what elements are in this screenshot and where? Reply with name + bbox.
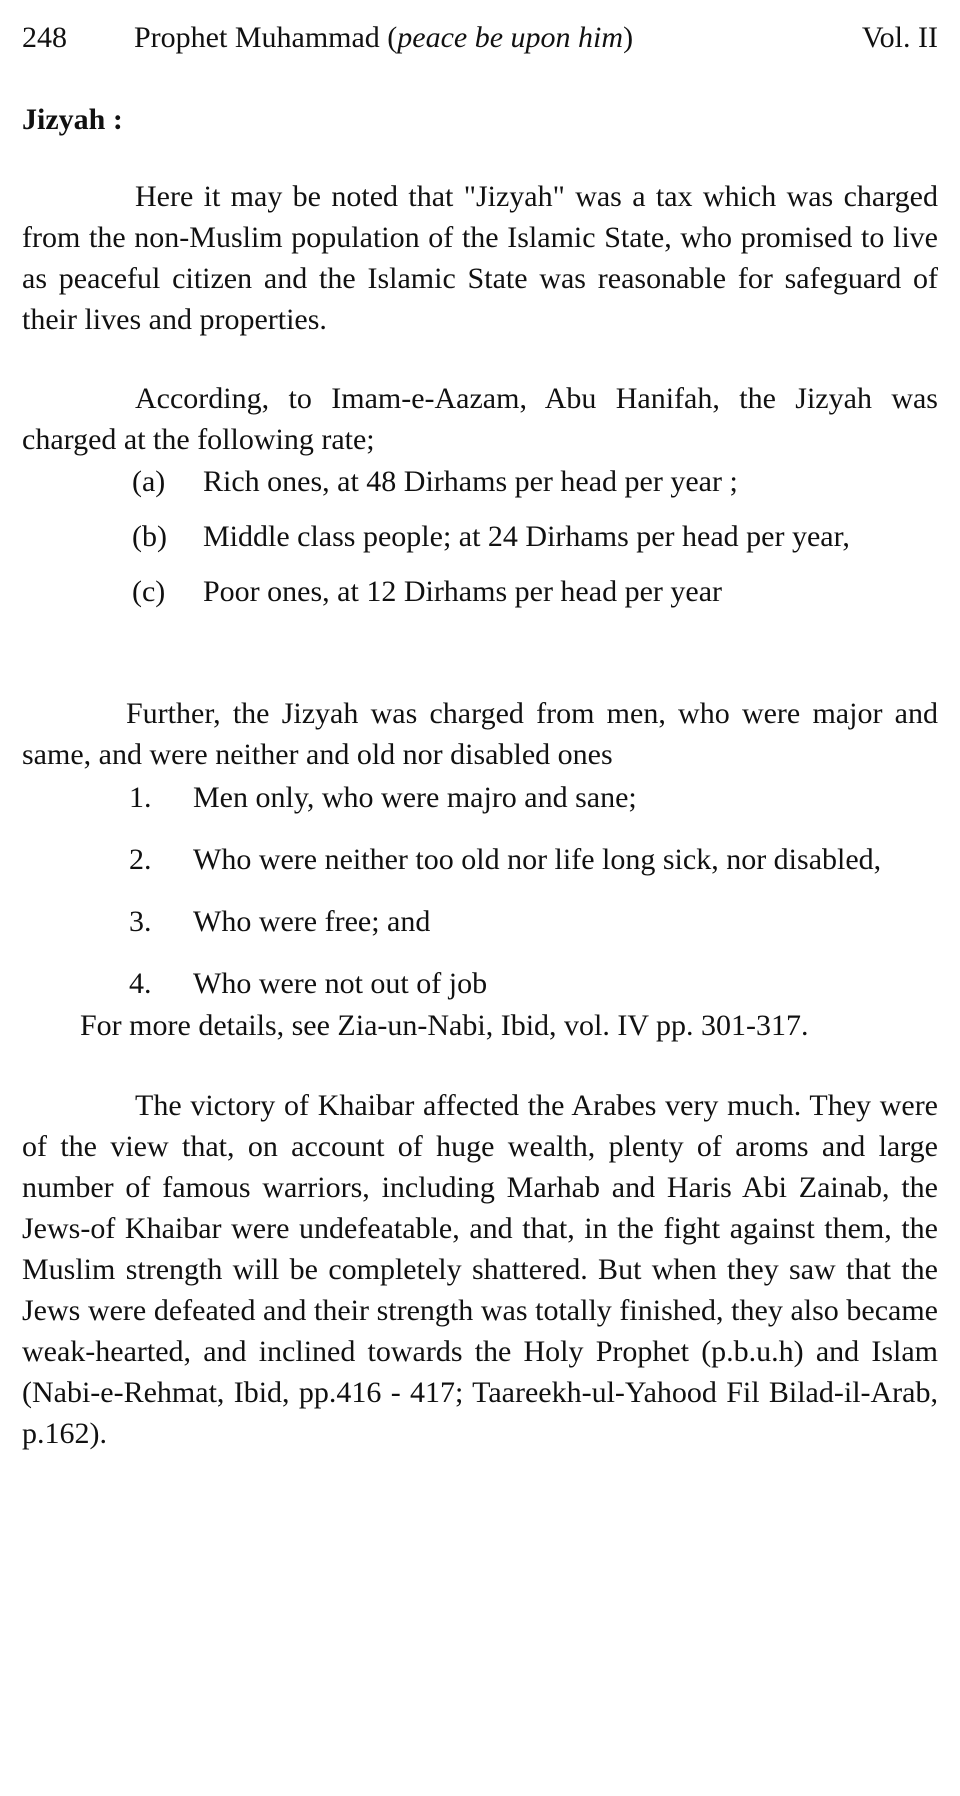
rate-text: Poor ones, at 12 Dirhams per head per year <box>203 575 722 608</box>
condition-text: Who were free; and <box>193 905 431 938</box>
rate-marker: (a) <box>132 465 166 498</box>
book-title <box>134 18 633 58</box>
rate-text: Rich ones, at 48 Dirhams per head per year ; <box>203 465 738 498</box>
running-head <box>22 18 938 58</box>
book-title-main: Prophet Muhammad ( <box>134 21 398 54</box>
rate-item <box>132 516 938 557</box>
condition-item <box>129 963 938 1004</box>
rate-item <box>132 461 938 502</box>
condition-marker: 4. <box>129 967 152 1000</box>
condition-text: Men only, who were majro and sane; <box>193 781 637 814</box>
intro-paragraph: Here it may be noted that "Jizyah" was a tax which was charged from the non-Muslim population of the Islamic State, who promised to live as peaceful citizen and the Islamic State was reasonable for safeguard of their lives and properties. <box>22 180 938 336</box>
condition-marker: 1. <box>129 781 152 814</box>
condition-item <box>129 901 938 942</box>
rate-list <box>132 461 938 626</box>
details-reference: For more details, see Zia-un-Nabi, Ibid, vol. IV pp. 301-317. <box>80 1009 809 1042</box>
khaibar-paragraph: The victory of Khaibar affected the Arabes very much. They were of the view that, on account of huge wealth, plenty of aroms and large number of famous warriors, including Marhab and Haris Abi Zainab, the Jews-of Khaibar were undefeatable, and that, in the fight against them, the Muslim strength will be completely shattered. But when they saw that the Jews were defeated and their strength was totally finished, they also became weak-hearted, and inclined towards the Holy Prophet (p.b.u.h) and Islam (Nabi-e-Rehmat, Ibid, pp.416 - 417; Taareekh-ul-Yahood Fil Bilad-il-Arab, p.162). <box>22 1089 938 1450</box>
section-heading: Jizyah : <box>22 103 123 136</box>
condition-marker: 3. <box>129 905 152 938</box>
book-title-honorific: peace be upon him <box>397 21 624 54</box>
rate-item <box>132 571 938 612</box>
rate-text: Middle class people; at 24 Dirhams per head per year, <box>203 520 850 553</box>
book-title-close: ) <box>623 21 634 54</box>
further-paragraph: Further, the Jizyah was charged from men, who were major and same, and were neither and old nor disabled ones <box>22 697 938 771</box>
page-number: 248 <box>22 21 67 54</box>
condition-text: Who were not out of job <box>193 967 488 1000</box>
volume-label: Vol. II <box>861 21 938 54</box>
condition-text: Who were neither too old nor life long sick, nor disabled, <box>193 843 882 876</box>
condition-item <box>129 839 938 880</box>
conditions-list <box>129 777 938 1025</box>
rate-marker: (c) <box>132 575 166 608</box>
rate-marker: (b) <box>132 520 167 553</box>
rate-intro-paragraph: According, to Imam-e-Aazam, Abu Hanifah, the Jizyah was charged at the following rate; <box>22 382 938 456</box>
condition-item <box>129 777 938 818</box>
condition-marker: 2. <box>129 843 152 876</box>
